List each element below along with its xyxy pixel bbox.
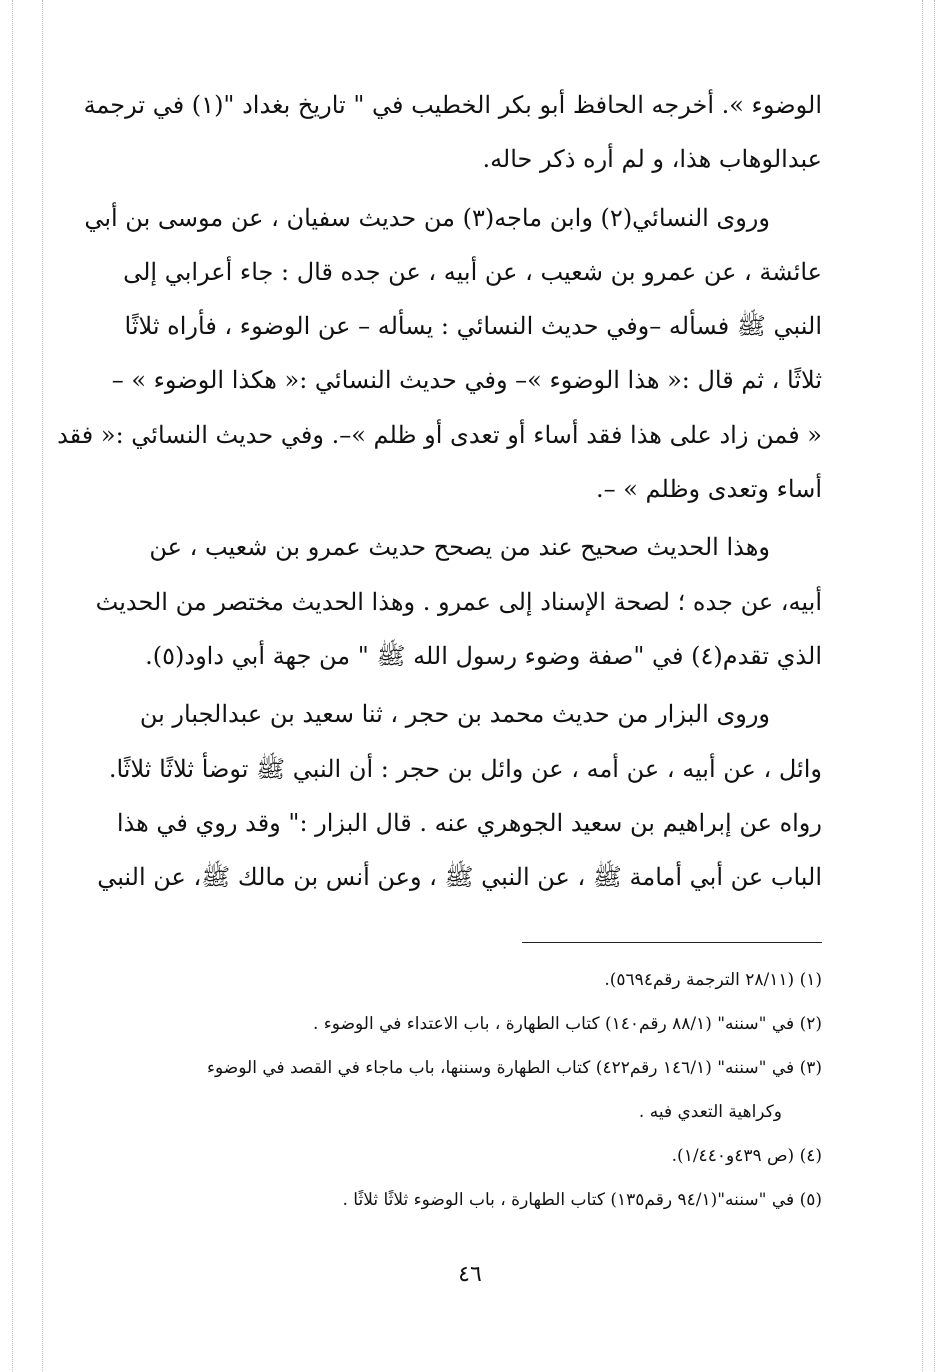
footnote-continuation: وكراهية التعدي فيه . xyxy=(638,1102,782,1122)
page-number: ٤٦ xyxy=(458,1262,482,1287)
body-line: الذي تقدم(٤) في "صفة وضوء رسول الله ﷺ " من جهة أبي داود(٥). xyxy=(145,641,822,670)
scan-margin-line xyxy=(12,0,13,1372)
footnote: (١) (٢٨/١١ الترجمة رقم٥٦٩٤). xyxy=(604,970,822,990)
scan-margin-line xyxy=(922,0,923,1372)
footnotes-block xyxy=(100,958,822,1222)
body-line: وهذا الحديث صحيح عند من يصحح حديث عمرو بن شعيب ، عن xyxy=(149,533,770,562)
footnote: (٥) في "سننه"(٩٤/١ رقم١٣٥) كتاب الطهارة ، باب الوضوء ثلاثًا ثلاثًا . xyxy=(342,1190,822,1210)
body-line: أساء وتعدى وظلم » –. xyxy=(595,475,822,504)
footnote-separator xyxy=(522,942,822,943)
footnote: (٣) في "سننه" (١٤٦/١ رقم٤٢٢) كتاب الطهارة وسننها، باب ماجاء في القصد في الوضوء xyxy=(207,1058,822,1078)
footnote: (٤) (ص ٤٣٩و١/٤٤٠). xyxy=(671,1146,822,1166)
body-line: الباب عن أبي أمامة ﷺ ، عن النبي ﷺ ، وعن أنس بن مالك ﷺ، عن النبي xyxy=(97,863,822,892)
body-line: الوضوء ». أخرجه الحافظ أبو بكر الخطيب في " تاريخ بغداد "(١) في ترجمة xyxy=(83,91,822,119)
body-line: أبيه، عن جده ؛ لصحة الإسناد إلى عمرو . وهذا الحديث مختصر من الحديث xyxy=(95,587,822,616)
body-line: النبي ﷺ فسأله –وفي حديث النسائي : يسأله – عن الوضوء ، فأراه ثلاثًا xyxy=(124,312,822,341)
footnote: (٢) في "سننه" (٨٨/١ رقم١٤٠) كتاب الطهارة ، باب الاعتداء في الوضوء . xyxy=(313,1014,822,1034)
body-line: ثلاثًا ، ثم قال :« هذا الوضوء »– وفي حديث النسائي :« هكذا الوضوء » – xyxy=(111,366,822,395)
main-text-block xyxy=(57,78,822,904)
body-line: وروى النسائي(٢) وابن ماجه(٣) من حديث سفيان ، عن موسى بن أبي xyxy=(84,203,770,232)
body-line: وروى البزار من حديث محمد بن حجر ، ثنا سعيد بن عبدالجبار بن xyxy=(139,700,770,729)
body-line: عبدالوهاب هذا، و لم أره ذكر حاله. xyxy=(482,145,822,174)
scan-margin-line xyxy=(42,0,43,1372)
body-line: وائل ، عن أبيه ، عن أمه ، عن وائل بن حجر : أن النبي ﷺ توضأ ثلاثًا ثلاثًا. xyxy=(108,754,822,783)
body-line: « فمن زاد على هذا فقد أساء أو تعدى أو ظلم »–. وفي حديث النسائي :« فقد xyxy=(57,420,822,449)
body-line: رواه عن إبراهيم بن سعيد الجوهري عنه . قال البزار :" وقد روي في هذا xyxy=(116,808,822,837)
scan-margin-line xyxy=(934,0,935,1372)
body-line: عائشة ، عن عمرو بن شعيب ، عن أبيه ، عن جده قال : جاء أعرابي إلى xyxy=(123,257,822,286)
